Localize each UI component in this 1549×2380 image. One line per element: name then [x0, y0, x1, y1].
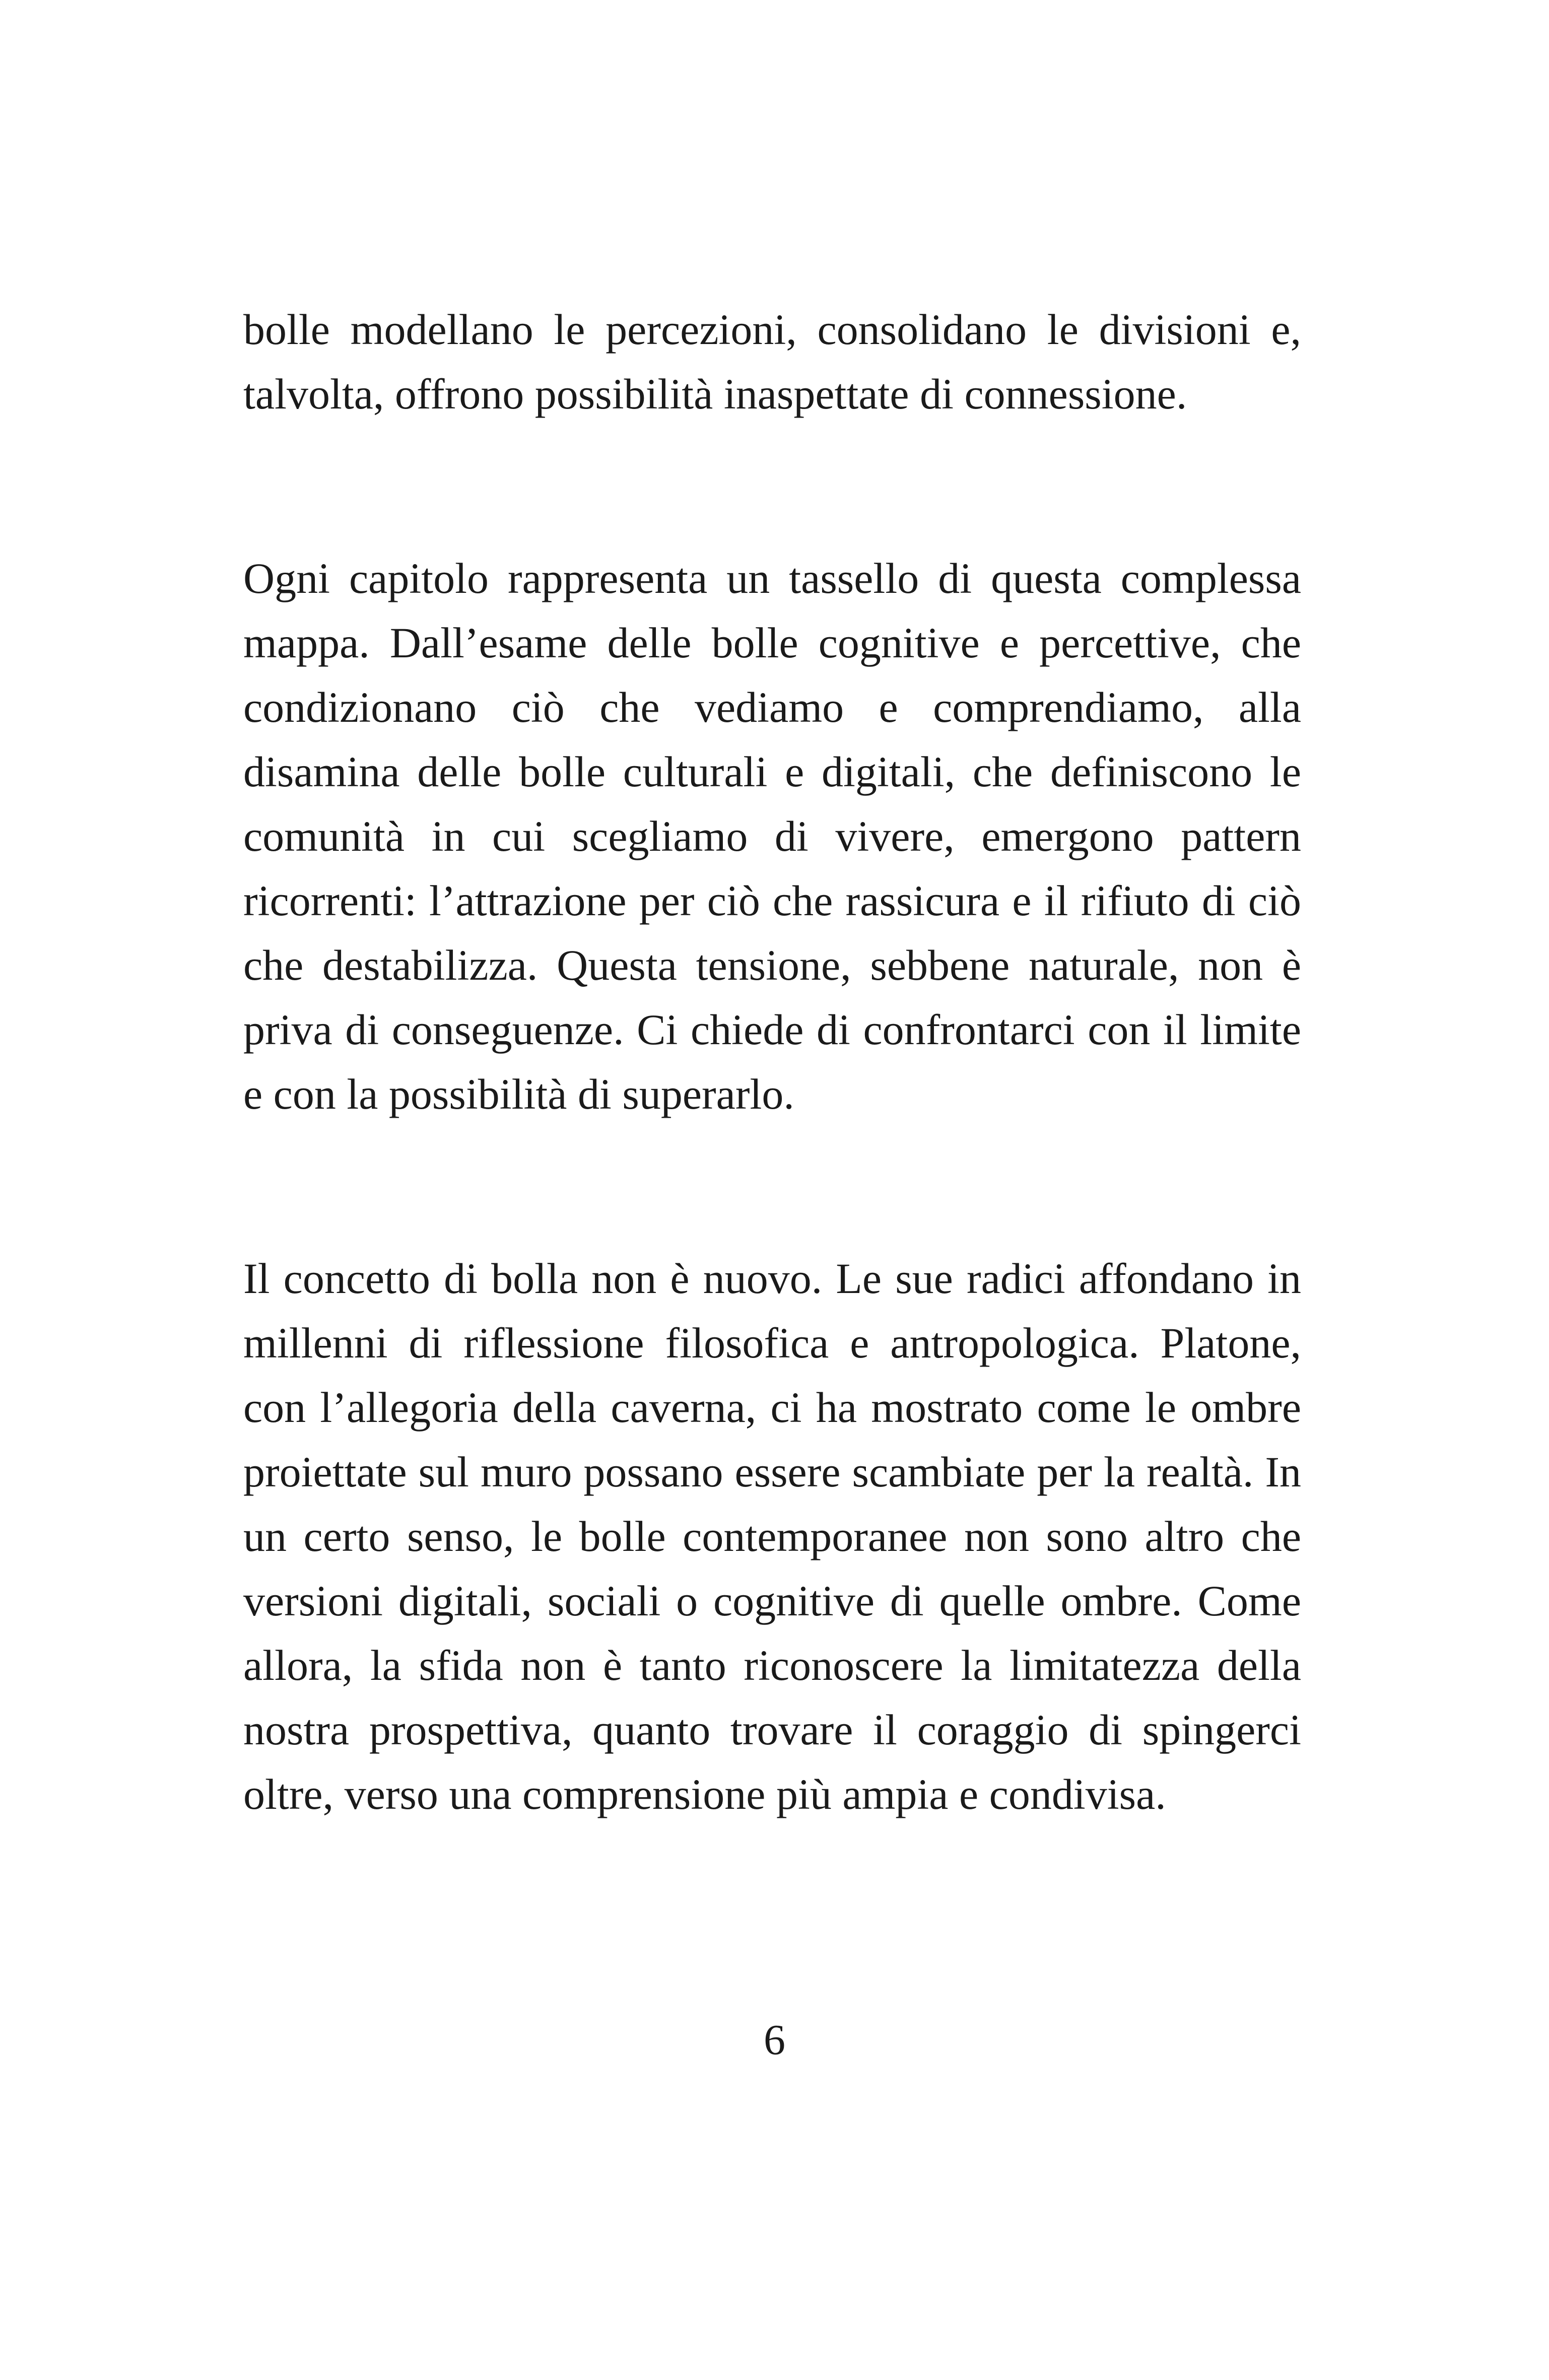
- paragraph-2: Ogni capitolo rappresenta un tassello di questa complessa mappa. Dall’esame delle bolle cognitive e percettive, che condizionano ciò che vediamo e comprendiamo, alla disamina delle bolle culturali e digitali, che definiscono le comunità in cui scegliamo di vivere, emergono pattern ricorrenti: l’attrazione per ciò che rassicura e il rifiuto di ciò che destabilizza. Questa tensione, sebbene naturale, non è priva di conseguenze. Ci chiede di confrontarci con il limite e con la possibilità di superarlo.: [243, 554, 1301, 1118]
- paragraph-1: bolle modellano le percezioni, consolidano le divisioni e, talvolta, offrono possibilità inaspettate di connessione.: [243, 305, 1301, 418]
- page-number: 6: [764, 2015, 785, 2064]
- paragraph-3: Il concetto di bolla non è nuovo. Le sue radici affondano in millenni di riflessione filosofica e antropologica. Platone, con l’allegoria della caverna, ci ha mostrato come le ombre proiettate sul muro possano essere scambiate per la realtà. In un certo senso, le bolle contemporanee non sono altro che versioni digitali, sociali o cognitive di quelle ombre. Come allora, la sfida non è tanto riconoscere la limitatezza della nostra prospettiva, quanto trovare il coraggio di spingerci oltre, verso una comprensione più ampia e condivisa.: [243, 1254, 1301, 1818]
